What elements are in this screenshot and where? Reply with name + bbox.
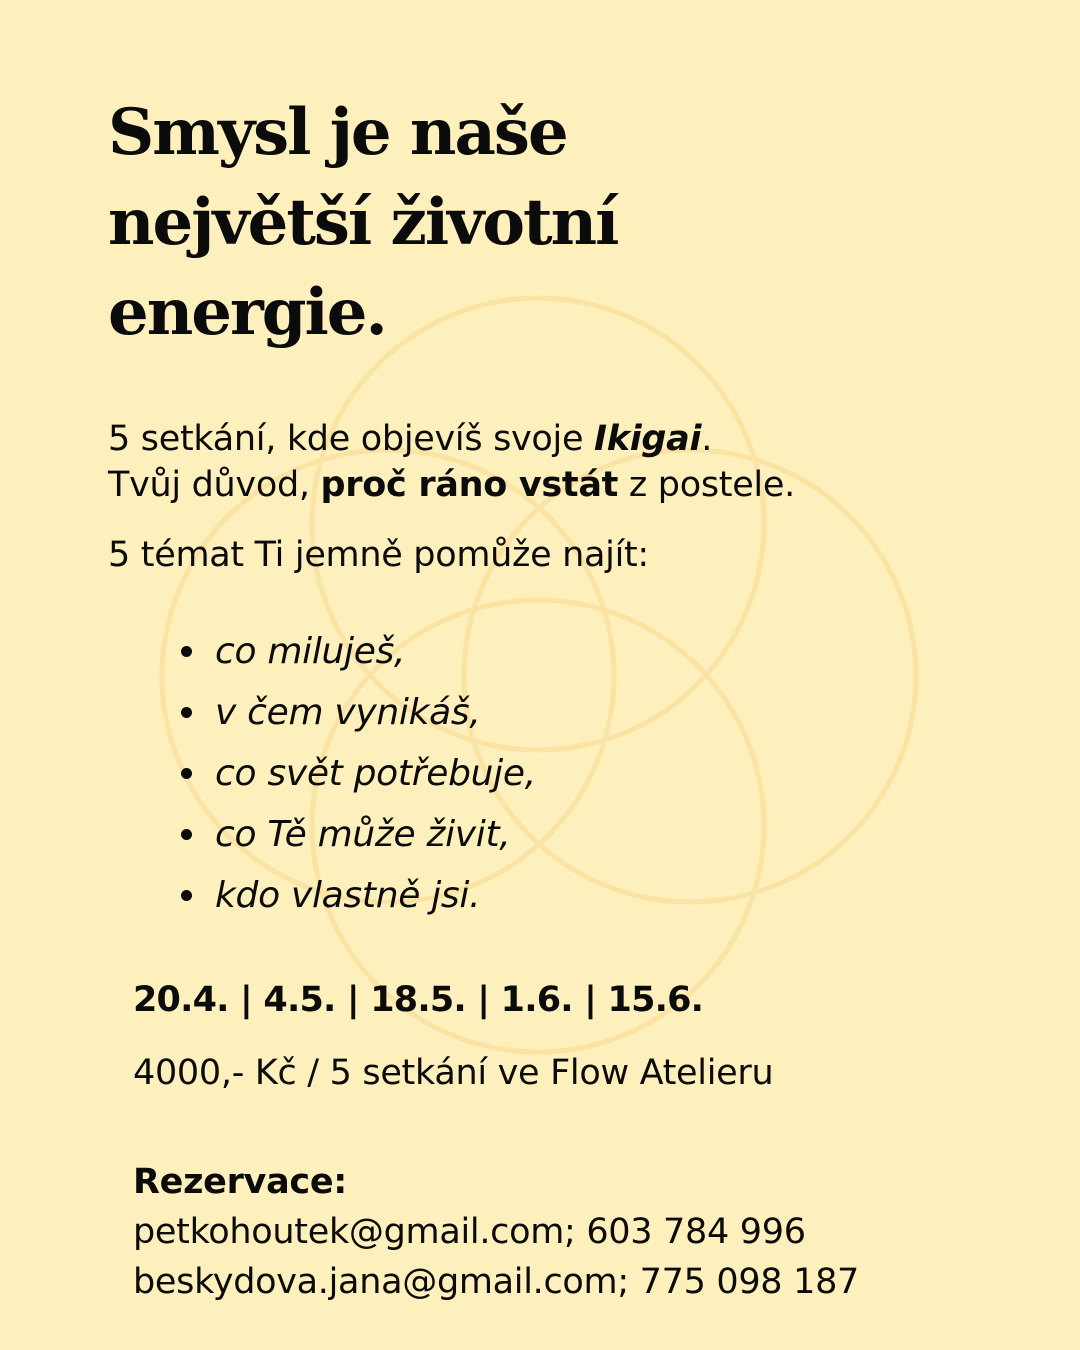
- bullet-icon: [181, 768, 192, 779]
- topic-item: [170, 743, 536, 804]
- topic-text: co svět potřebuje,: [215, 753, 536, 794]
- contact-line[interactable]: petkohoutek@gmail.com; 603 784 996: [133, 1212, 806, 1252]
- topics-intro: 5 témat Ti jemně pomůže najít:: [108, 535, 649, 575]
- topic-item: [170, 682, 536, 743]
- topics-list: [170, 621, 536, 926]
- bullet-icon: [181, 707, 192, 718]
- bullet-icon: [181, 829, 192, 840]
- headline-line: největší životní: [108, 185, 618, 260]
- price-info: 4000,- Kč / 5 setkání ve Flow Atelieru: [133, 1053, 774, 1093]
- intro-text-part: 5 setkání, kde objevíš svoje: [108, 419, 595, 459]
- intro-bold-phrase: proč ráno vstát: [320, 465, 619, 505]
- topic-item: [170, 804, 536, 865]
- contact-line[interactable]: beskydova.jana@gmail.com; 775 098 187: [133, 1262, 860, 1302]
- reservation-block: [133, 1157, 859, 1307]
- session-dates: 20.4. | 4.5. | 18.5. | 1.6. | 15.6.: [133, 980, 704, 1020]
- topic-item: [170, 621, 536, 682]
- intro-text-part: .: [701, 419, 713, 459]
- bullet-icon: [181, 890, 192, 901]
- bullet-icon: [181, 646, 192, 657]
- headline-line: Smysl je naše: [108, 95, 567, 170]
- topic-text: kdo vlastně jsi.: [215, 875, 481, 916]
- topic-text: co miluješ,: [215, 631, 406, 672]
- intro-text-part: Tvůj důvod,: [108, 465, 321, 505]
- headline: [108, 88, 617, 358]
- intro-line-1: [108, 416, 795, 462]
- headline-line: energie.: [108, 275, 386, 350]
- topic-item: [170, 865, 536, 926]
- intro-line-2: [108, 462, 795, 508]
- ikigai-highlight: Ikigai: [594, 419, 702, 459]
- topic-text: co Tě může živit,: [215, 814, 511, 855]
- intro-text: [108, 416, 795, 508]
- topic-text: v čem vynikáš,: [215, 692, 481, 733]
- reservation-title: Rezervace:: [133, 1162, 347, 1202]
- intro-text-part: z postele.: [618, 465, 795, 505]
